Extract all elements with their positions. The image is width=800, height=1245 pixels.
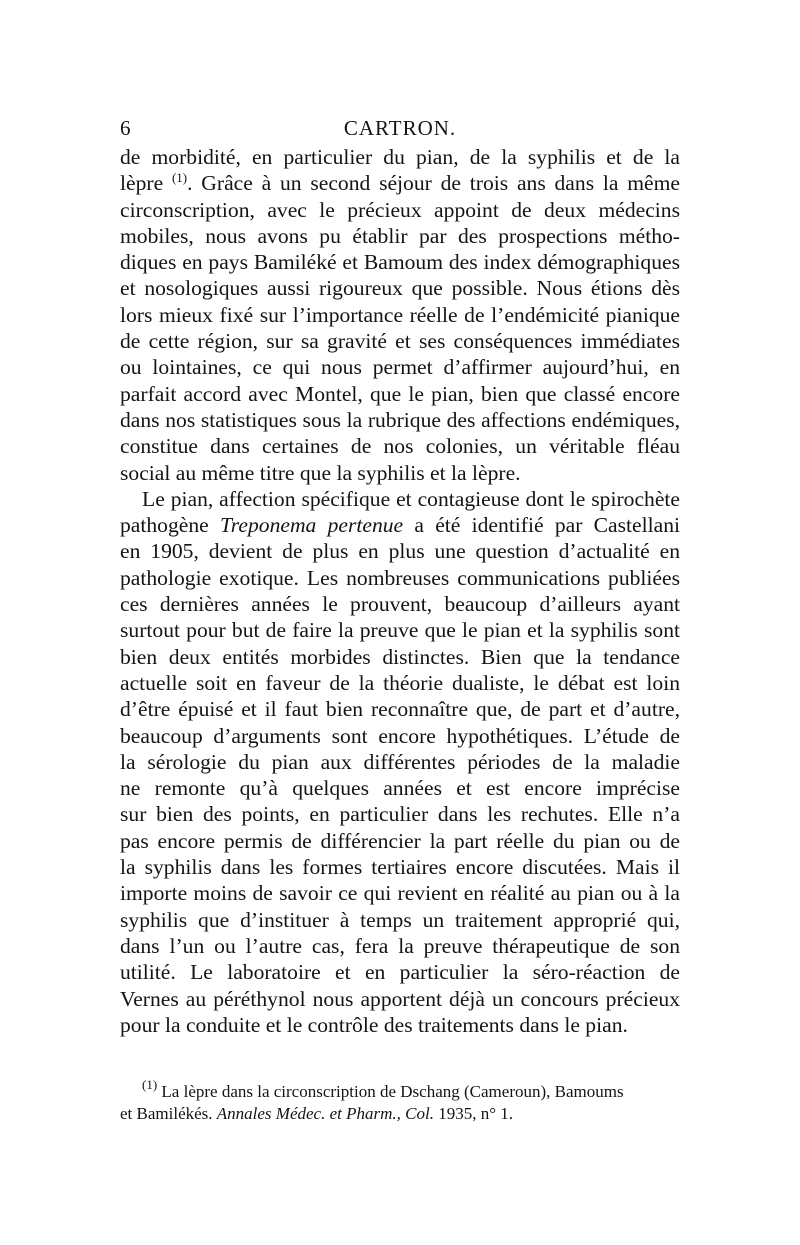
running-head: CARTRON. xyxy=(343,116,457,140)
footnote-marker: (1) xyxy=(142,1077,158,1092)
text-line: d’être épuisé et il faut bien reconnaître que, de part et d’autre, xyxy=(120,697,680,722)
footnote xyxy=(120,1077,680,1125)
page-header xyxy=(120,116,680,144)
text-line: social au même titre que la syphilis et la lèpre. xyxy=(120,460,521,485)
text-line: la sérologie du pian aux différentes périodes de la maladie xyxy=(120,749,680,774)
text-line xyxy=(120,512,680,538)
text-line: utilité. Le laboratoire et en particulier la séro-réaction de xyxy=(120,960,680,985)
footnote-line xyxy=(120,1077,680,1103)
footnote-reference: (1) xyxy=(171,170,188,186)
text-line: diques en pays Bamiléké et Bamoum des index démographiques xyxy=(120,250,680,275)
text-line: et nosologiques aussi rigoureux que possible. Nous étions dès xyxy=(120,276,680,301)
paragraph-first-line: Le pian, affection spécifique et contagieuse dont le spirochète xyxy=(142,486,680,511)
text-line: bien deux entités morbides distinctes. Bien que la tendance xyxy=(120,644,680,669)
text-line: de morbidité, en particulier du pian, de la syphilis et de la xyxy=(120,145,680,169)
page-number: 6 xyxy=(120,116,132,140)
text-line: dans l’un ou l’autre cas, fera la preuve thérapeutique de son xyxy=(120,933,680,958)
text-line: ou lointaines, ce qui nous permet d’affirmer aujourd’hui, en xyxy=(120,355,680,380)
text-fragment: . Grâce à un second séjour de trois ans dans la même xyxy=(187,171,680,196)
text-line: surtout pour but de faire la preuve que le pian et la syphilis sont xyxy=(120,618,680,643)
text-line: ces dernières années le prouvent, beaucoup d’ailleurs ayant xyxy=(120,592,680,617)
text-line: mobiles, nous avons pu établir par des prospections métho- xyxy=(120,223,680,248)
footnote-text: et Bamilékés. xyxy=(120,1104,217,1123)
text-line: sur bien des points, en particulier dans les rechutes. Elle n’a xyxy=(120,802,680,827)
species-name: Treponema pertenue xyxy=(219,513,404,538)
text-line: actuelle soit en faveur de la théorie dualiste, le débat est loin xyxy=(120,670,680,695)
footnote-line xyxy=(120,1103,680,1125)
text-line: pathologie exotique. Les nombreuses communications publiées xyxy=(120,565,680,590)
footnote-text: La lèpre dans la circonscription de Dschang (Cameroun), Bamoums xyxy=(157,1082,624,1101)
text-line: pour la conduite et le contrôle des traitements dans le pian. xyxy=(120,1012,628,1037)
text-line: importe moins de savoir ce qui revient en réalité au pian ou à la xyxy=(120,881,680,906)
text-line: en 1905, devient de plus en plus une question d’actualité en xyxy=(120,539,680,564)
text-line: dans nos statistiques sous la rubrique des affections endémiques, xyxy=(120,407,680,432)
text-fragment: lèpre xyxy=(120,171,172,196)
footnote-text: 1935, n° 1. xyxy=(433,1104,514,1123)
text-line: de cette région, sur sa gravité et ses conséquences immédiates xyxy=(120,329,680,354)
text-line: beaucoup d’arguments sont encore hypothétiques. L’étude de xyxy=(120,723,680,748)
text-line: circonscription, avec le précieux appoint de deux médecins xyxy=(120,197,680,222)
text-line: la syphilis dans les formes tertiaires encore discutées. Mais il xyxy=(120,855,680,880)
text-line: parfait accord avec Montel, que le pian, bien que classé encore xyxy=(120,381,680,406)
text-line: lors mieux fixé sur l’importance réelle de l’endémicité pianique xyxy=(120,302,680,327)
text-line: syphilis que d’instituer à temps un traitement approprié qui, xyxy=(120,907,680,932)
text-line: constitue dans certaines de nos colonies, un véritable fléau xyxy=(120,434,680,459)
text-line: ne remonte qu’à quelques années et est encore imprécise xyxy=(120,776,680,801)
body-text xyxy=(120,144,680,1038)
text-line: Vernes au péréthynol nous apportent déjà un concours précieux xyxy=(120,986,680,1011)
text-fragment: pathogène xyxy=(120,513,220,538)
text-fragment: a été identifié par Castellani xyxy=(403,513,680,538)
journal-title: Annales Médec. et Pharm., Col. xyxy=(216,1104,434,1123)
text-line: pas encore permis de différencier la part réelle du pian ou de xyxy=(120,828,680,853)
text-line xyxy=(120,170,680,196)
